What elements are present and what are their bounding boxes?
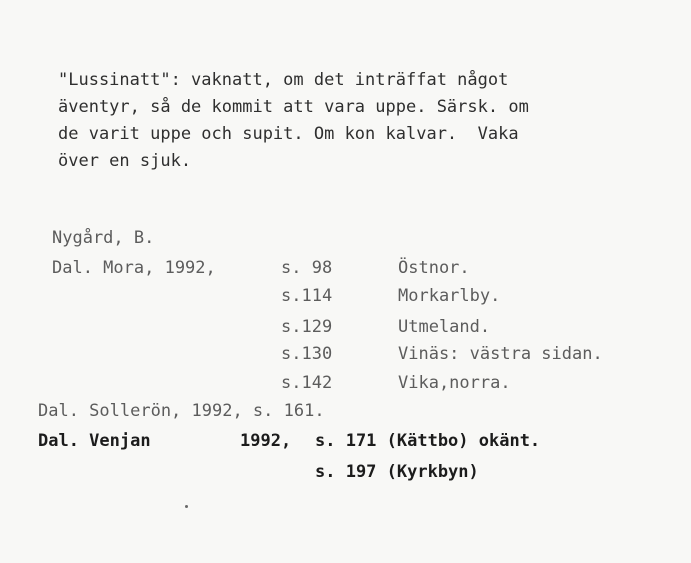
mora-page-1: s. 98 (281, 258, 333, 278)
venjan-page-1: s. 171 (Kättbo) okänt. (315, 431, 541, 451)
mora-source: Dal. Mora, 1992, (52, 258, 216, 278)
ink-speck (185, 505, 188, 508)
definition-line-4: över en sjuk. (58, 151, 192, 171)
definition-line-3: de varit uppe och supit. Om kon kalvar. Vaka (58, 124, 519, 144)
mora-page-2: s.114 (281, 286, 333, 306)
mora-location-4: Vinäs: västra sidan. (398, 344, 603, 364)
venjan-place: Dal. Venjan (38, 431, 151, 451)
definition-line-1: "Lussinatt": vaknatt, om det inträffat något (58, 70, 509, 90)
solleron-source: Dal. Sollerön, 1992, s. 161. (38, 401, 325, 421)
informant-name: Nygård, B. (52, 228, 155, 248)
mora-location-3: Utmeland. (398, 317, 491, 337)
mora-location-2: Morkarlby. (398, 286, 501, 306)
mora-page-5: s.142 (281, 373, 333, 393)
mora-page-3: s.129 (281, 317, 333, 337)
definition-line-2: äventyr, så de kommit att vara uppe. Särsk. om (58, 97, 529, 117)
venjan-year: 1992, (240, 431, 292, 451)
mora-location-5: Vika,norra. (398, 373, 511, 393)
mora-page-4: s.130 (281, 344, 333, 364)
mora-location-1: Östnor. (398, 258, 470, 278)
venjan-page-2: s. 197 (Kyrkbyn) (315, 462, 479, 482)
